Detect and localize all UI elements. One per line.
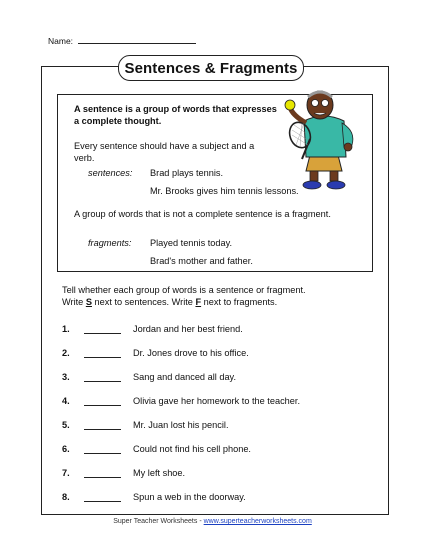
- f-letter: F: [195, 297, 202, 307]
- question-number: 2.: [62, 348, 70, 358]
- footer-brand: Super Teacher Worksheets: [113, 518, 198, 525]
- worksheet-title: Sentences & Fragments: [118, 55, 304, 81]
- instructions-write: Write: [62, 297, 86, 307]
- question-number: 6.: [62, 444, 70, 454]
- question-text: Sang and danced all day.: [133, 372, 237, 382]
- answer-blank[interactable]: [84, 491, 121, 502]
- question-row: [62, 488, 246, 502]
- question-row: [62, 344, 249, 358]
- footer-separator: -: [197, 518, 204, 525]
- sentence-example-2: Mr. Brooks gives him tennis lessons.: [150, 186, 299, 196]
- question-number: 7.: [62, 468, 70, 478]
- question-row: [62, 320, 243, 334]
- question-number: 5.: [62, 420, 70, 430]
- question-text: Spun a web in the doorway.: [133, 492, 246, 502]
- question-number: 1.: [62, 324, 70, 334]
- fragment-definition: A group of words that is not a complete sentence is a fragment.: [74, 209, 331, 219]
- answer-blank[interactable]: [84, 467, 121, 478]
- question-row: [62, 464, 185, 478]
- question-row: [62, 392, 300, 406]
- fragment-example-2: Brad's mother and father.: [150, 256, 253, 266]
- answer-blank[interactable]: [84, 323, 121, 334]
- question-row: [62, 440, 251, 454]
- question-text: My left shoe.: [133, 468, 186, 478]
- fragments-label: fragments:: [88, 238, 132, 248]
- question-number: 8.: [62, 492, 70, 502]
- question-number: 3.: [62, 372, 70, 382]
- sentence-example-1: Brad plays tennis.: [150, 168, 224, 178]
- answer-blank[interactable]: [84, 347, 121, 358]
- question-text: Olivia gave her homework to the teacher.: [133, 396, 300, 406]
- question-number: 4.: [62, 396, 70, 406]
- subject-verb-rule: Every sentence should have a subject and a verb.: [74, 141, 255, 163]
- instructions-next-sentences: next to sentences. Write: [91, 297, 196, 307]
- name-label: Name:: [48, 36, 74, 46]
- name-field: [48, 35, 196, 46]
- fragment-example-1: Played tennis today.: [150, 238, 233, 248]
- answer-blank[interactable]: [84, 443, 121, 454]
- instructions-line-1: Tell whether each group of words is a sentence or fragment.: [62, 285, 306, 295]
- question-text: Jordan and her best friend.: [133, 324, 243, 334]
- name-blank[interactable]: [78, 35, 196, 44]
- question-row: [62, 368, 236, 382]
- instructions: [62, 284, 382, 308]
- sentence-definition: A sentence is a group of words that expresses a complete thought.: [74, 104, 277, 126]
- s-letter: S: [85, 297, 92, 307]
- answer-blank[interactable]: [84, 371, 121, 382]
- footer: [0, 518, 425, 525]
- instructions-line-2: [62, 296, 382, 308]
- question-text: Dr. Jones drove to his office.: [133, 348, 249, 358]
- question-text: Mr. Juan lost his pencil.: [133, 420, 229, 430]
- sentences-label: sentences:: [88, 168, 133, 178]
- answer-blank[interactable]: [84, 419, 121, 430]
- question-text: Could not find his cell phone.: [133, 444, 251, 454]
- instructions-next-fragments: next to fragments.: [201, 297, 278, 307]
- question-row: [62, 416, 229, 430]
- footer-link[interactable]: www.superteacherworksheets.com: [203, 518, 312, 525]
- answer-blank[interactable]: [84, 395, 121, 406]
- tennis-coach-illustration: [280, 75, 360, 193]
